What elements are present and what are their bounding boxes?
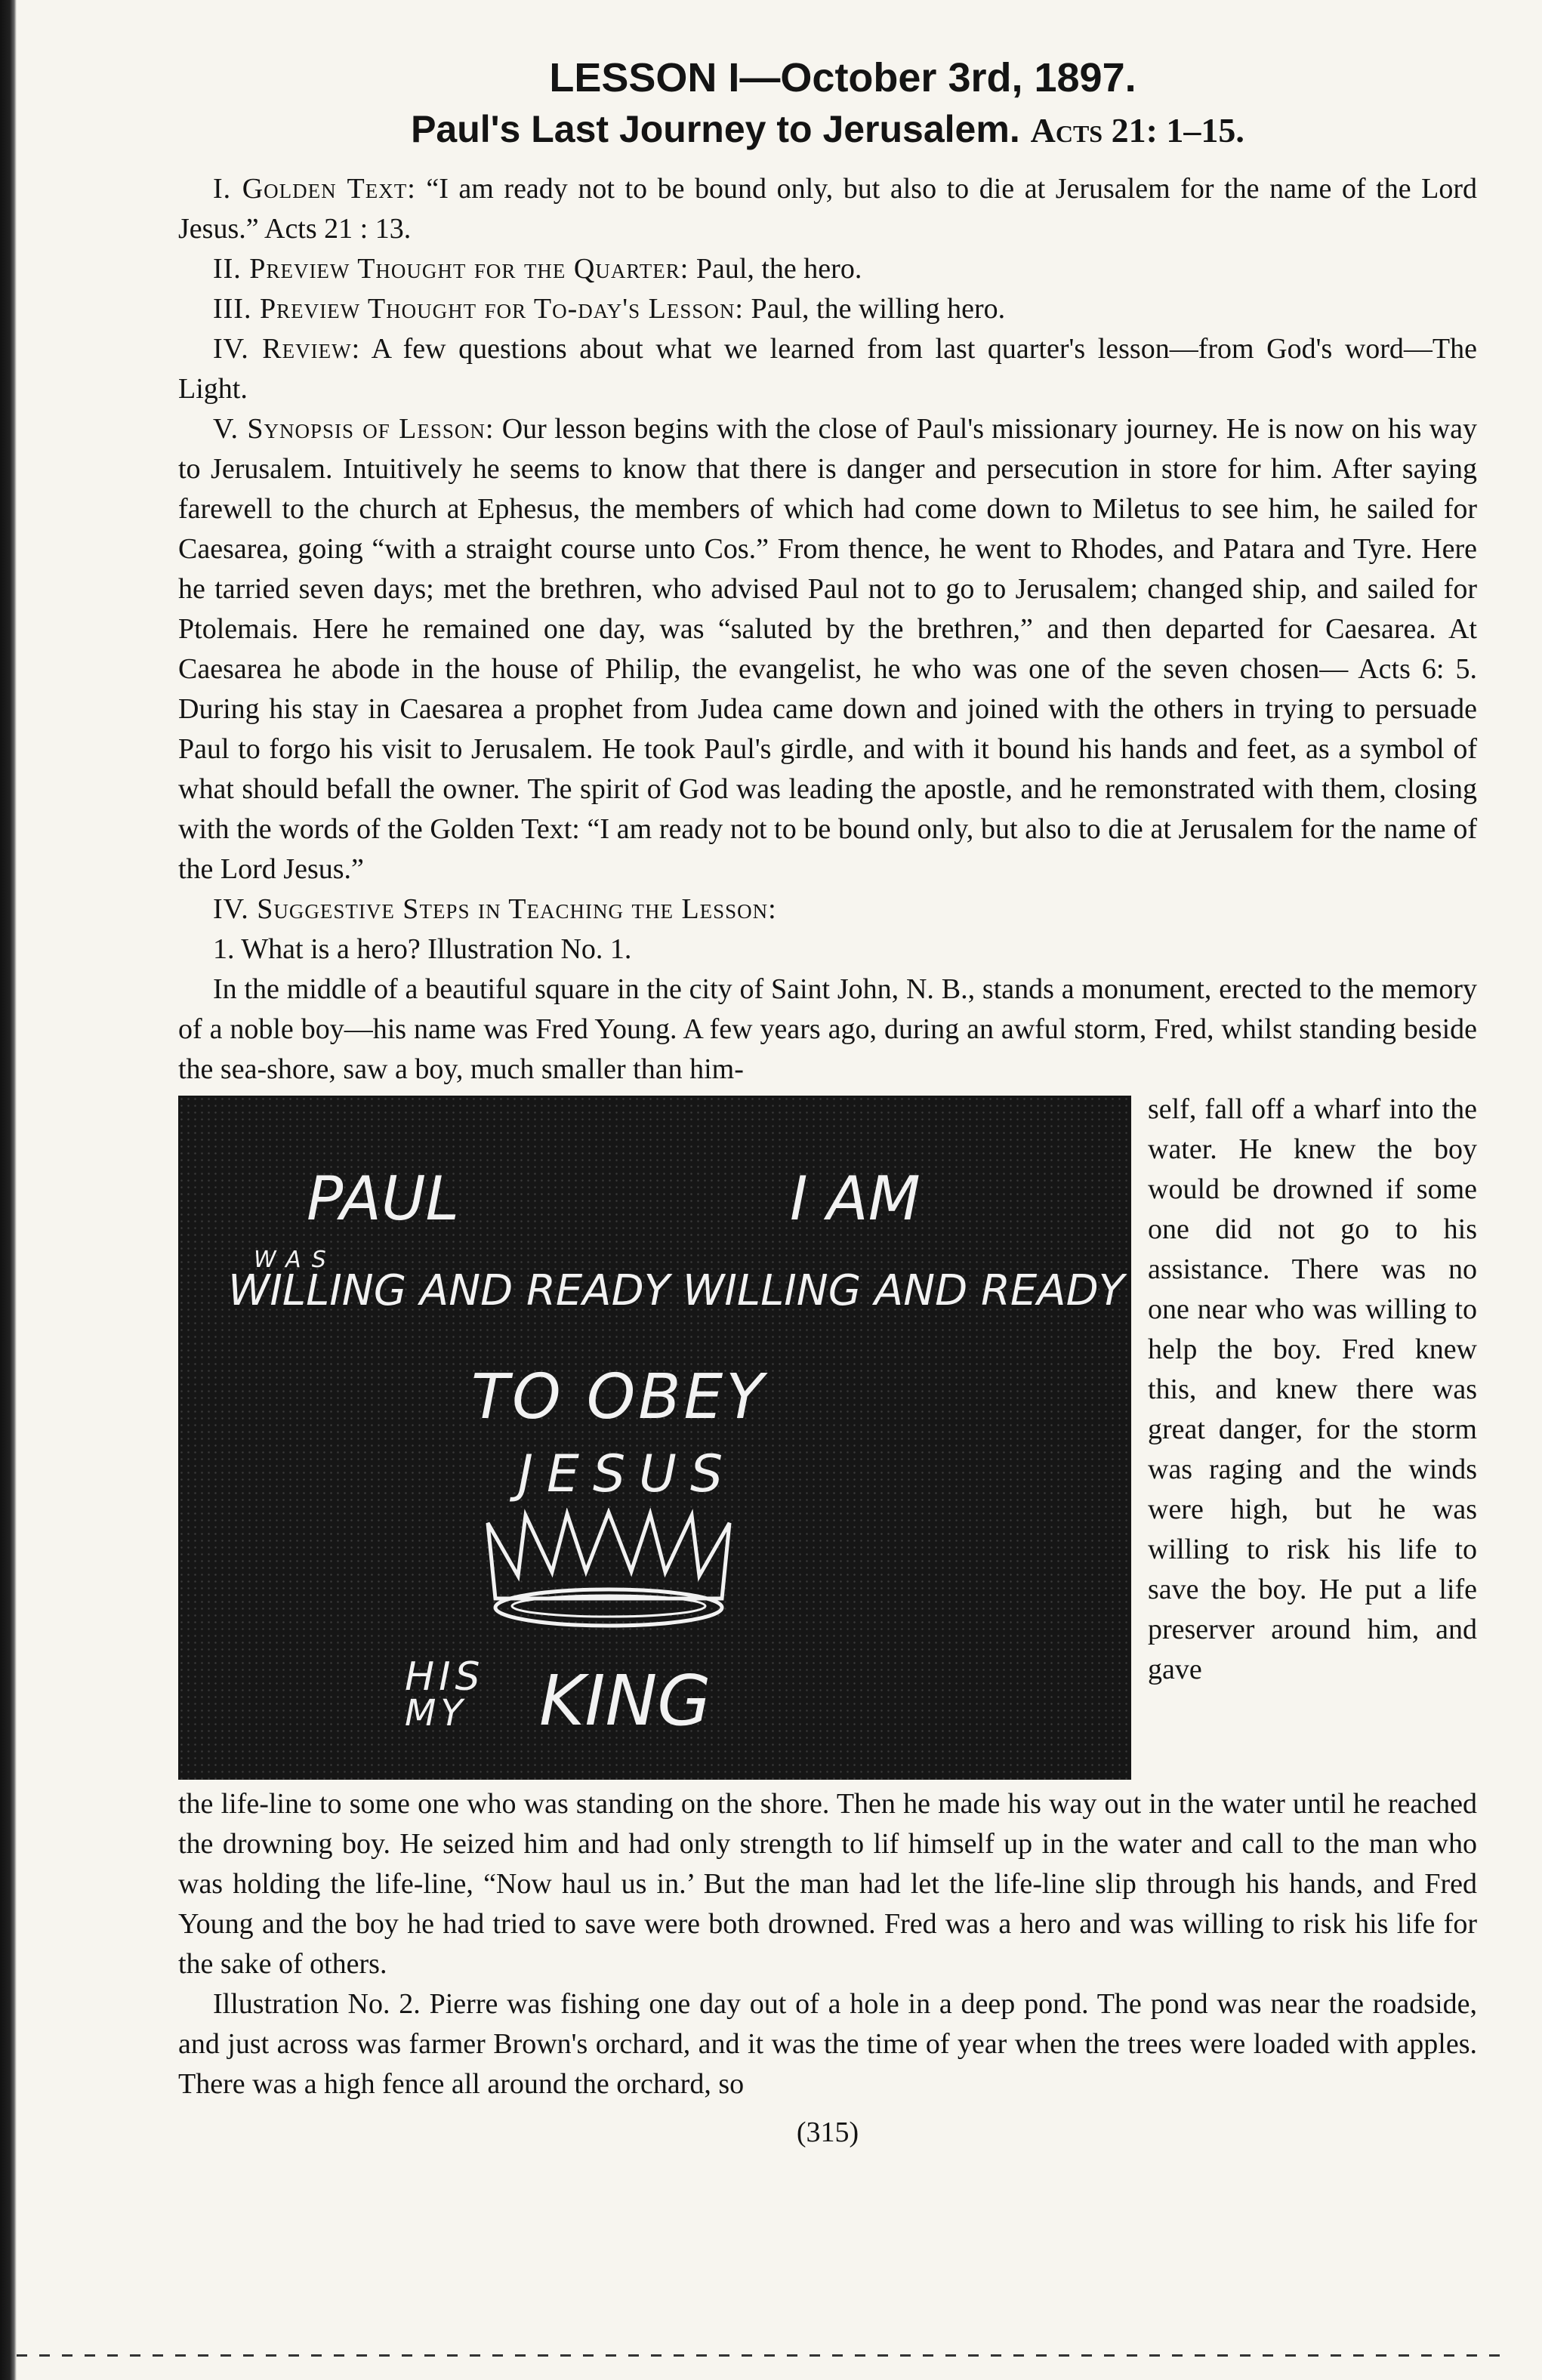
blackboard-paul: PAUL <box>307 1164 460 1234</box>
lesson-title: LESSON I—October 3rd, 1897. <box>549 55 1136 100</box>
lesson-subtitle <box>178 106 1477 154</box>
golden-text: “I am ready not to be bound only, but also to die at Jerusalem for the name of the Lord Jesus.” Acts 21 : 13. <box>178 173 1477 245</box>
illustration-1-continuation: the life-line to some one who was standing on the shore. Then he made his way out in the water until he reached the drowning boy. He seized him and had only strength to lif himself up in the water and call to the man who was holding the life-line, “Now haul us in.’ But the man had let the life-line slip through his hands, and Fred Young and the boy he had tried to save were both drowned. Fred was a hero and was willing to risk his life for the sake of others. <box>178 1788 1477 1980</box>
page-content <box>178 53 1477 2151</box>
scripture-reference: Acts 21: 1–15. <box>1030 111 1244 150</box>
review-paragraph <box>178 329 1477 409</box>
illustration-2-paragraph: Illustration No. 2. Pierre was fishing one day out of a hole in a deep pond. The pond was near the roadside, and just across was farmer Brown's orchard, and it was the time of year when the trees were loaded with apples. There was a high fence all around the orchard, so <box>178 1988 1477 2100</box>
review-text: A few questions about what we learned from last quarter's lesson—from God's word—The Light. <box>178 333 1478 405</box>
preview-quarter-label: II. Preview Thought for the Quarter: <box>213 253 689 285</box>
page-number: (315) <box>796 2116 859 2148</box>
book-binding-edge <box>0 0 17 2380</box>
illustration-1-intro: In the middle of a beautiful square in the city of Saint John, N. B., stands a monument, erected to the memory of a noble boy—his name was Fred Young. A few years ago, during an awful storm, Fred, whilst standing beside the sea-shore, saw a boy, much smaller than him- <box>178 973 1477 1085</box>
blackboard-jesus: JESUS <box>518 1444 737 1504</box>
blackboard-was: WAS <box>254 1247 337 1273</box>
steps-heading <box>178 889 1477 929</box>
steps-label: IV. Suggestive Steps in Teaching the Lesson: <box>213 893 777 925</box>
illustration-1-wrapped-text: self, fall off a wharf into the water. He knew the boy would be drowned if some one did not go to his assistance. There was no one near who was willing to help the boy. Fred knew this, and knew there was great danger, for the storm was raging and the winds were high, but he was willing to risk his life to save the boy. He put a life preserver around him, and gave <box>1148 1093 1477 1685</box>
golden-text-label: I. Golden Text: <box>213 173 416 205</box>
blackboard-willing-ready-right: WILLING AND READY <box>683 1266 1124 1315</box>
synopsis-label: V. Synopsis of Lesson: <box>213 413 495 445</box>
blackboard-his: HIS <box>405 1654 485 1700</box>
illustration-with-blackboard <box>178 1090 1477 1984</box>
synopsis-paragraph <box>178 409 1477 889</box>
blackboard-willing-ready-left: WILLING AND READY <box>228 1266 670 1315</box>
golden-text-paragraph <box>178 169 1477 249</box>
blackboard-i-am: I AM <box>790 1164 921 1234</box>
review-label: IV. Review: <box>213 333 361 365</box>
blackboard-illustration <box>178 1096 1131 1780</box>
blackboard-king: KING <box>539 1660 711 1741</box>
preview-today-text: Paul, the willing hero. <box>751 293 1006 325</box>
preview-today-paragraph <box>178 289 1477 329</box>
crown-icon <box>480 1508 737 1636</box>
blackboard-to-obey: TO OBEY <box>471 1361 767 1433</box>
preview-quarter-paragraph <box>178 249 1477 289</box>
bottom-rule <box>17 2354 1512 2357</box>
blackboard-my: MY <box>405 1692 467 1734</box>
preview-today-label: III. Preview Thought for To-day's Lesson: <box>213 293 744 325</box>
lesson-subtitle-text: Paul's Last Journey to Jerusalem. <box>411 108 1020 150</box>
step-1: 1. What is a hero? Illustration No. 1. <box>213 933 632 965</box>
preview-quarter-text: Paul, the hero. <box>695 253 862 285</box>
synopsis-text: Our lesson begins with the close of Paul's missionary journey. He is now on his way to Jerusalem. Intuitively he seems to know that there is danger and persecution in store for him. After saying farewell to the church at Ephesus, the members of which had come down to Miletus to see him, he sailed for Caesarea, going “with a straight course unto Cos.” From thence, he went to Rhodes, and Patara and Tyre. Here he tarried seven days; met the brethren, who advised Paul not to go to Jerusalem; changed ship, and sailed for Ptolemais. Here he remained one day, was “saluted by the brethren,” and then departed for Caesarea. At Caesarea he abode in the house of Philip, the evangelist, he who was one of the seven chosen— Acts 6: 5. During his stay in Caesarea a prophet from Judea came down and joined with the others in trying to persuade Paul to forgo his visit to Jerusalem. He took Paul's girdle, and with it bound his hands and feet, as a symbol of what should befall the owner. The spirit of God was leading the apostle, and he remonstrated with them, closing with the words of the Golden Text: “I am ready not to be bound only, but also to die at Jerusalem for the name of the Lord Jesus.” <box>178 413 1477 885</box>
